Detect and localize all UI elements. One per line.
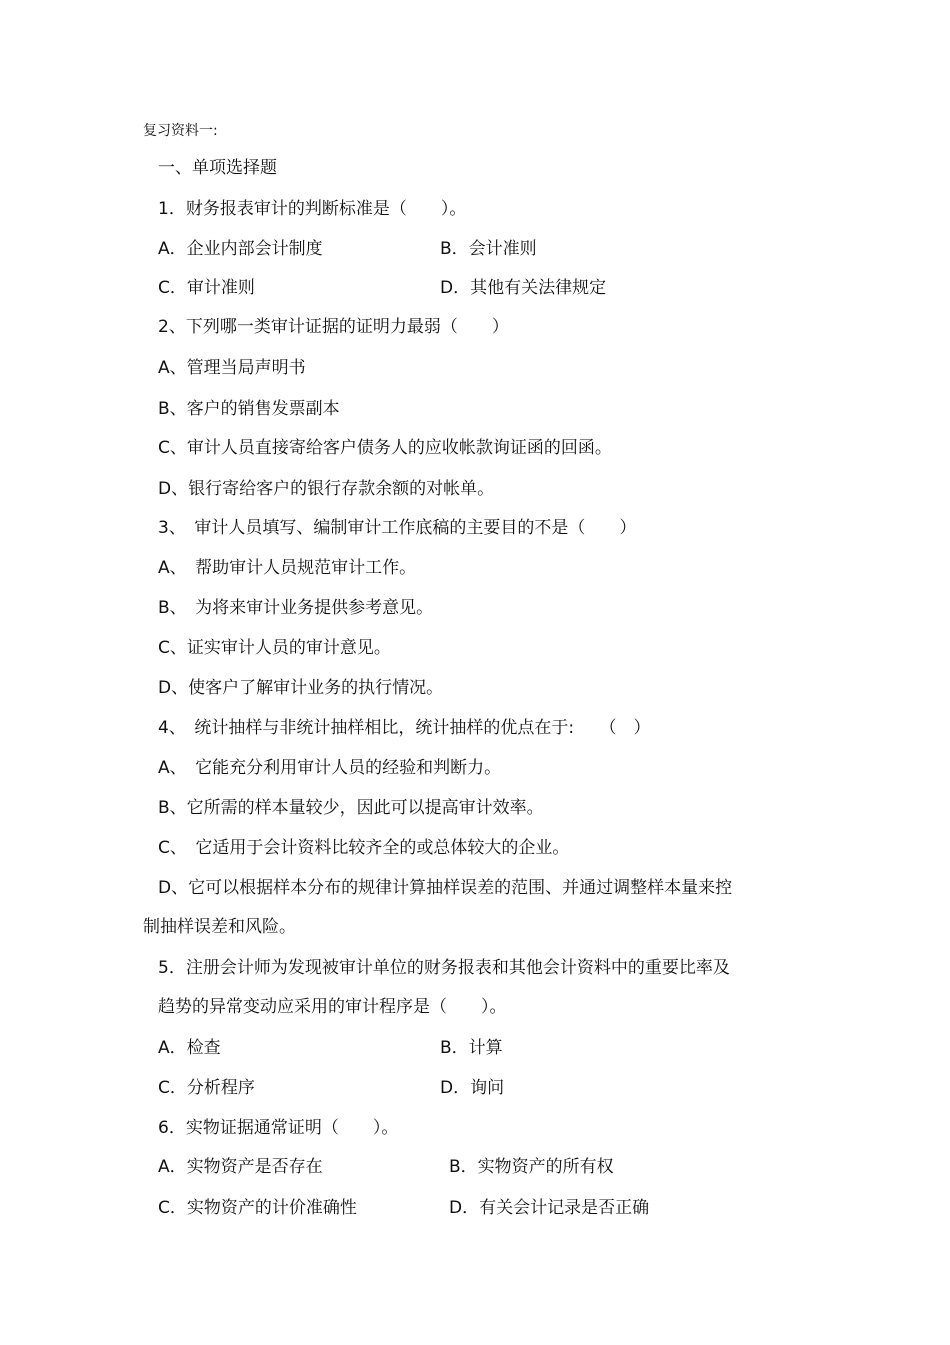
q1-stem: 1．财务报表审计的判断标准是（ ）。: [158, 199, 467, 219]
q4-option-c: C、 它适用于会计资料比较齐全的或总体较大的企业。: [158, 838, 570, 858]
doc-header: 复习资料一:: [143, 123, 218, 139]
section-title: 一、单项选择题: [158, 158, 277, 178]
q4-option-d-line2: 制抽样误差和风险。: [143, 917, 296, 937]
q6-option-a: A．实物资产是否存在: [158, 1157, 323, 1177]
q3-option-a: A、 帮助审计人员规范审计工作。: [158, 558, 417, 578]
q2-option-a: A、管理当局声明书: [158, 358, 306, 378]
q2-option-b: B、客户的销售发票副本: [158, 399, 340, 419]
q6-option-c: C．实物资产的计价准确性: [158, 1198, 357, 1218]
q1-option-b: B．会计准则: [440, 239, 537, 259]
q5-stem-line2: 趋势的异常变动应采用的审计程序是（ ）。: [158, 997, 507, 1017]
q4-option-a: A、 它能充分利用审计人员的经验和判断力。: [158, 758, 502, 778]
q4-option-d-line1: D、它可以根据样本分布的规律计算抽样误差的范围、并通过调整样本量来控: [158, 878, 733, 898]
q5-option-b: B．计算: [440, 1038, 503, 1058]
q5-stem-line1: 5．注册会计师为发现被审计单位的财务报表和其他会计资料中的重要比率及: [158, 958, 730, 978]
q3-option-b: B、 为将来审计业务提供参考意见。: [158, 598, 434, 618]
q1-option-c: C．审计准则: [158, 278, 255, 298]
q5-option-d: D．询问: [440, 1078, 505, 1098]
q6-stem: 6．实物证据通常证明（ ）。: [158, 1118, 399, 1138]
q4-option-b: B、它所需的样本量较少，因此可以提高审计效率。: [158, 798, 544, 818]
q6-option-b: B．实物资产的所有权: [449, 1157, 614, 1177]
q4-stem: 4、 统计抽样与非统计抽样相比，统计抽样的优点在于: （ ）: [158, 718, 651, 738]
q3-option-c: C、证实审计人员的审计意见。: [158, 638, 391, 658]
q6-option-d: D．有关会计记录是否正确: [449, 1198, 650, 1218]
q2-option-c: C、审计人员直接寄给客户债务人的应收帐款询证函的回函。: [158, 438, 612, 458]
q2-option-d: D、银行寄给客户的银行存款余额的对帐单。: [158, 479, 495, 499]
q1-option-a: A．企业内部会计制度: [158, 239, 323, 259]
q1-option-d: D．其他有关法律规定: [440, 278, 607, 298]
q2-stem: 2、下列哪一类审计证据的证明力最弱（ ）: [158, 317, 509, 337]
q5-option-c: C．分析程序: [158, 1078, 255, 1098]
q5-option-a: A．检查: [158, 1038, 221, 1058]
q3-stem: 3、 审计人员填写、编制审计工作底稿的主要目的不是（ ）: [158, 518, 637, 538]
q3-option-d: D、使客户了解审计业务的执行情况。: [158, 678, 444, 698]
